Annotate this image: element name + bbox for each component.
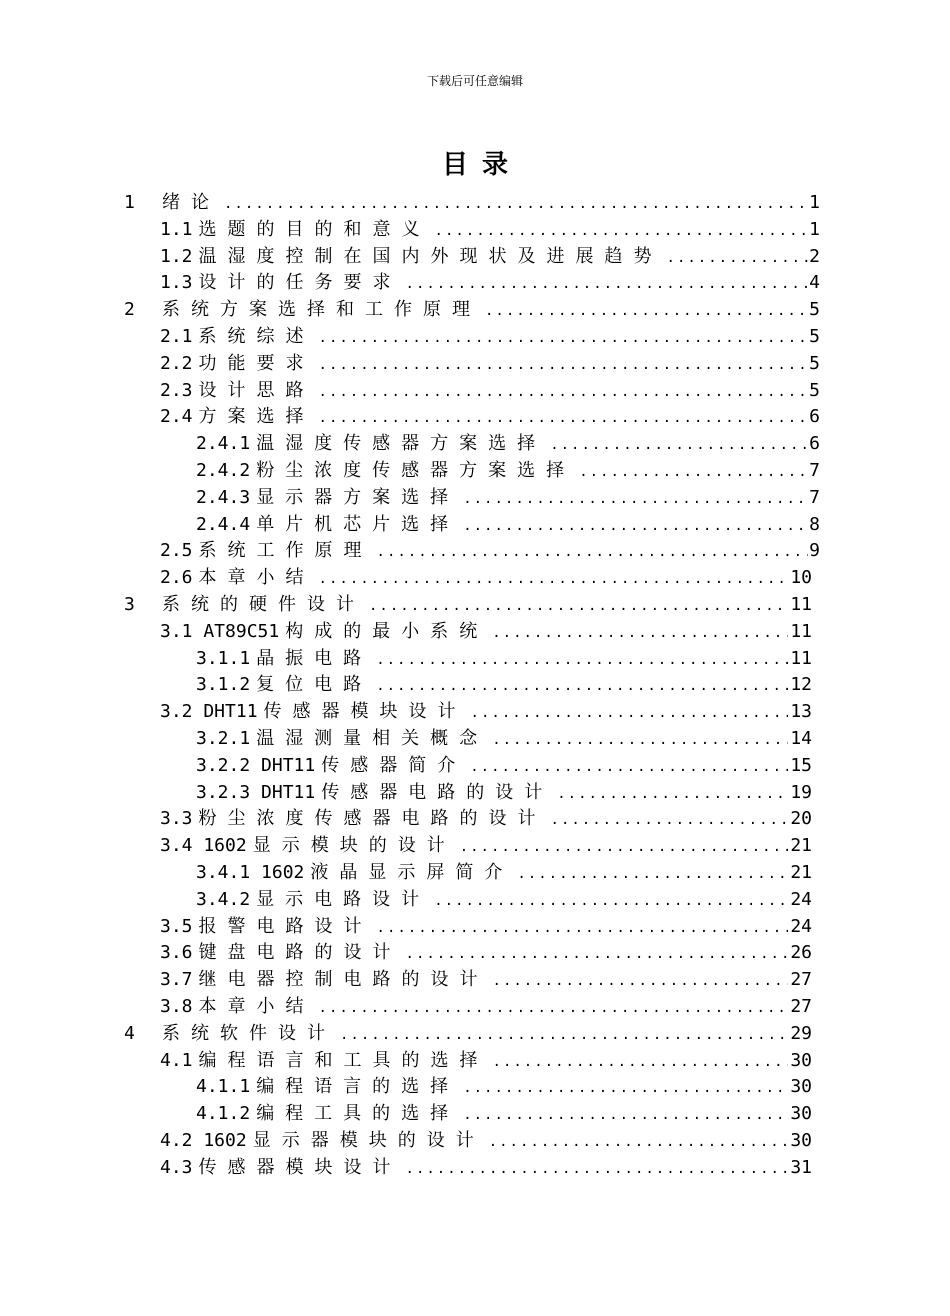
toc-entry-title: 继电器控制电路的设计 <box>198 969 489 991</box>
toc-entry-title: 选题的目的和意义 <box>198 218 431 240</box>
toc-entry-page: 6 <box>809 433 820 455</box>
toc-entry-page: 11 <box>790 593 812 615</box>
toc-entry-title: 本章小结 <box>198 567 315 589</box>
toc-entry[interactable] <box>0 538 950 565</box>
toc-entry-page: 13 <box>790 701 812 723</box>
toc-entry-number: 3.4.2 <box>196 888 251 910</box>
toc-entry-title: 编程工具的选择 <box>256 1103 460 1125</box>
toc-dot-leader <box>667 245 808 272</box>
toc-entry-page: 20 <box>790 808 812 830</box>
toc-entry-number: 2.4.3 <box>196 486 251 508</box>
toc-entry-number: 3.3 <box>160 808 193 830</box>
toc-entry-number: 4.2 1602 <box>160 1129 247 1151</box>
toc-entry[interactable] <box>0 699 950 726</box>
toc-entry-title: 编程语言和工具的选择 <box>198 1049 489 1071</box>
toc-entry-page: 14 <box>790 727 812 749</box>
toc-entry[interactable] <box>0 646 950 673</box>
toc-entry-page: 30 <box>790 1129 812 1151</box>
toc-entry-page: 29 <box>790 1022 812 1044</box>
toc-entry[interactable] <box>0 967 950 994</box>
toc-entry-number: 1.1 <box>160 218 193 240</box>
toc-entry-title: 温湿测量相关概念 <box>256 727 489 749</box>
toc-entry-title: 传感器模块设计 <box>198 1156 402 1178</box>
toc-entry-title: 粉尘浓度传感器电路的设计 <box>198 808 547 830</box>
toc-entry[interactable] <box>0 1128 950 1155</box>
toc-entry-title: 键盘电路的设计 <box>198 942 402 964</box>
toc-entry-page: 24 <box>790 915 812 937</box>
toc-entry-number: 2 <box>124 299 135 321</box>
toc-entry-number: 3.2.3 DHT11 <box>196 781 316 803</box>
toc-entry[interactable] <box>0 351 950 378</box>
toc-dot-leader <box>579 459 808 486</box>
toc-entry-number: 3 <box>124 593 135 615</box>
toc-entry-page: 27 <box>790 995 812 1017</box>
toc-entry-title: 显示器模块的设计 <box>252 1129 485 1151</box>
toc-entry[interactable] <box>0 726 950 753</box>
toc-entry-number: 2.3 <box>160 379 193 401</box>
toc-entry-title: 系统工作原理 <box>198 540 373 562</box>
toc-entry[interactable] <box>0 833 950 860</box>
toc-dot-leader <box>557 781 788 808</box>
toc-entry-title: 报警电路设计 <box>198 915 373 937</box>
toc-entry-title: 单片机芯片选择 <box>256 513 460 535</box>
toc-entry-page: 5 <box>809 379 820 401</box>
toc-entry-page: 27 <box>790 969 812 991</box>
toc-entry-number: 3.2 DHT11 <box>160 701 258 723</box>
toc-dot-leader <box>406 1156 788 1183</box>
toc-dot-leader <box>463 1075 788 1102</box>
toc-entry-number: 2.5 <box>160 540 193 562</box>
toc-entry-number: 3.4.1 1602 <box>196 861 305 883</box>
toc-dot-leader <box>435 218 808 245</box>
toc-entry-number: 1.2 <box>160 245 193 267</box>
toc-entry-page: 30 <box>790 1103 812 1125</box>
toc-entry[interactable] <box>0 806 950 833</box>
toc-entry-page: 7 <box>809 486 820 508</box>
toc-dot-leader <box>493 968 788 995</box>
toc-entry[interactable] <box>0 887 950 914</box>
toc-entry[interactable] <box>0 404 950 431</box>
toc-entry[interactable] <box>0 431 950 458</box>
toc-entry-number: 3.2.2 DHT11 <box>196 754 316 776</box>
toc-entry-title: 编程语言的选择 <box>256 1076 460 1098</box>
toc-entry-number: 3.7 <box>160 969 193 991</box>
toc-dot-leader <box>463 1102 788 1129</box>
toc-entry-title: 温湿度控制在国内外现状及进展趋势 <box>198 245 663 267</box>
toc-dot-leader <box>319 405 808 432</box>
toc-entry[interactable] <box>0 994 950 1021</box>
toc-entry-title: 绪论 <box>162 192 220 213</box>
toc-dot-leader <box>319 379 808 406</box>
toc-dot-leader <box>224 191 808 218</box>
toc-entry-number: 2.6 <box>160 567 193 589</box>
toc-entry-page: 26 <box>790 942 812 964</box>
toc-dot-leader <box>376 673 788 700</box>
toc-dot-leader <box>492 620 788 647</box>
toc-dot-leader <box>485 298 808 325</box>
toc-entry-number: 4.1.1 <box>196 1076 251 1098</box>
toc-entry[interactable] <box>0 512 950 539</box>
toc-entry[interactable] <box>0 378 950 405</box>
toc-entry-number: 4.1.2 <box>196 1103 251 1125</box>
toc-entry-title: 复位电路 <box>256 674 373 696</box>
toc-entry-number: 2.4.4 <box>196 513 251 535</box>
toc-dot-leader <box>376 647 788 674</box>
toc-entry-page: 1 <box>809 218 820 240</box>
toc-entry-page: 12 <box>790 674 812 696</box>
toc-entry[interactable] <box>0 1101 950 1128</box>
toc-entry-number: 2.2 <box>160 352 193 374</box>
toc-entry-page: 11 <box>790 647 812 669</box>
toc-entry-number: 3.6 <box>160 942 193 964</box>
toc-dot-leader <box>369 593 788 620</box>
toc-entry-title: 本章小结 <box>198 995 315 1017</box>
toc-dot-leader <box>460 834 788 861</box>
toc-entry[interactable] <box>0 914 950 941</box>
toc-entry[interactable] <box>0 324 950 351</box>
toc-entry-title: 温湿度传感器方案选择 <box>256 433 547 455</box>
toc-entry-title: 传感器电路的设计 <box>321 781 554 803</box>
toc-entry-number: 3.5 <box>160 915 193 937</box>
toc-entry-number: 4 <box>124 1022 135 1044</box>
toc-entry[interactable] <box>0 1048 950 1075</box>
toc-entry-page: 30 <box>790 1076 812 1098</box>
toc-entry-page: 4 <box>809 272 820 294</box>
toc-entry[interactable] <box>0 753 950 780</box>
toc-entry-title: 显示器方案选择 <box>256 486 460 508</box>
toc-entry-title: 液晶显示屏简介 <box>310 861 514 883</box>
toc-dot-leader <box>434 888 788 915</box>
toc-entry-page: 8 <box>809 513 820 535</box>
toc-dot-leader <box>340 1022 788 1049</box>
toc-entry-page: 11 <box>790 620 812 642</box>
toc-dot-leader <box>377 539 808 566</box>
toc-entry-number: 2.4.1 <box>196 433 251 455</box>
toc-dot-leader <box>492 727 788 754</box>
toc-entry[interactable] <box>0 1021 950 1048</box>
toc-entry[interactable] <box>0 565 950 592</box>
toc-entry[interactable] <box>0 244 950 271</box>
toc-dot-leader <box>517 861 788 888</box>
toc-entry-title: 系统方案选择和工作原理 <box>162 299 481 321</box>
toc-dot-leader <box>406 271 808 298</box>
toc-entry-title: 系统综述 <box>198 325 315 347</box>
toc-dot-leader <box>489 1129 788 1156</box>
toc-entry-page: 19 <box>790 781 812 803</box>
toc-entry-title: 晶振电路 <box>256 647 373 669</box>
toc-entry-number: 3.8 <box>160 995 193 1017</box>
toc-dot-leader <box>406 941 788 968</box>
toc-entry[interactable] <box>0 217 950 244</box>
toc-entry-title: 显示模块的设计 <box>252 835 456 857</box>
toc-entry-page: 30 <box>790 1049 812 1071</box>
page-header: 下载后可任意编辑 <box>426 74 523 88</box>
toc-entry-page: 1 <box>809 192 820 213</box>
toc-entry-number: 3.1.1 <box>196 647 251 669</box>
toc-entry[interactable] <box>0 190 950 217</box>
toc-entry-page: 5 <box>809 299 820 321</box>
toc-entry-title: 方案选择 <box>198 406 315 428</box>
toc-entry-page: 31 <box>790 1156 812 1178</box>
toc-entry[interactable] <box>0 619 950 646</box>
toc-entry[interactable] <box>0 780 950 807</box>
toc-entry-page: 5 <box>809 352 820 374</box>
toc-entry-title: 系统的硬件设计 <box>162 593 365 615</box>
toc-dot-leader <box>551 807 788 834</box>
toc-dot-leader <box>463 513 808 540</box>
toc-entry-title: 功能要求 <box>198 352 315 374</box>
toc-entry[interactable] <box>0 458 950 485</box>
toc-entry-title: 粉尘浓度传感器方案选择 <box>256 459 576 481</box>
toc-entry-number: 4.3 <box>160 1156 193 1178</box>
toc-dot-leader <box>493 1049 788 1076</box>
toc-entry-page: 9 <box>809 540 820 562</box>
toc-entry-number: 4.1 <box>160 1049 193 1071</box>
toc-dot-leader <box>470 754 788 781</box>
toc-dot-leader <box>377 915 788 942</box>
toc-entry[interactable] <box>0 270 950 297</box>
toc-entry-title: 显示电路设计 <box>256 888 431 910</box>
page-title: 目录 <box>441 150 522 180</box>
toc-entry-page: 7 <box>809 459 820 481</box>
toc-dot-leader <box>319 995 788 1022</box>
toc-dot-leader <box>319 325 808 352</box>
toc-dot-leader <box>550 432 808 459</box>
toc-entry-number: 2.4.2 <box>196 459 251 481</box>
toc-entry-title: 传感器简介 <box>321 754 467 776</box>
toc-entry[interactable] <box>0 672 950 699</box>
toc-entry[interactable] <box>0 592 950 619</box>
toc-entry[interactable] <box>0 297 950 324</box>
toc-entry-page: 6 <box>809 406 820 428</box>
toc-dot-leader <box>471 700 788 727</box>
toc-entry-title: 系统软件设计 <box>162 1022 336 1044</box>
toc-entry[interactable] <box>0 860 950 887</box>
toc-dot-leader <box>319 566 788 593</box>
toc-entry[interactable] <box>0 940 950 967</box>
table-of-contents <box>0 190 950 1181</box>
toc-entry[interactable] <box>0 1074 950 1101</box>
toc-entry-page: 21 <box>790 835 812 857</box>
toc-entry-title: 传感器模块设计 <box>263 701 467 723</box>
toc-entry-number: 2.4 <box>160 406 193 428</box>
toc-entry-number: 3.4 1602 <box>160 835 247 857</box>
toc-entry-page: 15 <box>790 754 812 776</box>
toc-entry-page: 5 <box>809 325 820 347</box>
toc-entry-page: 24 <box>790 888 812 910</box>
toc-entry-number: 3.1 AT89C51 <box>160 620 280 642</box>
toc-entry-number: 3.2.1 <box>196 727 251 749</box>
toc-entry-page: 10 <box>790 567 812 589</box>
toc-dot-leader <box>319 352 808 379</box>
toc-entry[interactable] <box>0 1155 950 1182</box>
toc-entry-number: 2.1 <box>160 325 193 347</box>
toc-entry-number: 1.3 <box>160 272 193 294</box>
toc-entry-page: 21 <box>790 861 812 883</box>
toc-entry[interactable] <box>0 485 950 512</box>
toc-entry-title: 设计的任务要求 <box>198 272 402 294</box>
toc-entry-number: 3.1.2 <box>196 674 251 696</box>
toc-entry-title: 构成的最小系统 <box>285 620 489 642</box>
toc-entry-title: 设计思路 <box>198 379 315 401</box>
toc-entry-page: 2 <box>809 245 820 267</box>
toc-dot-leader <box>463 486 808 513</box>
toc-entry-number: 1 <box>124 192 135 213</box>
